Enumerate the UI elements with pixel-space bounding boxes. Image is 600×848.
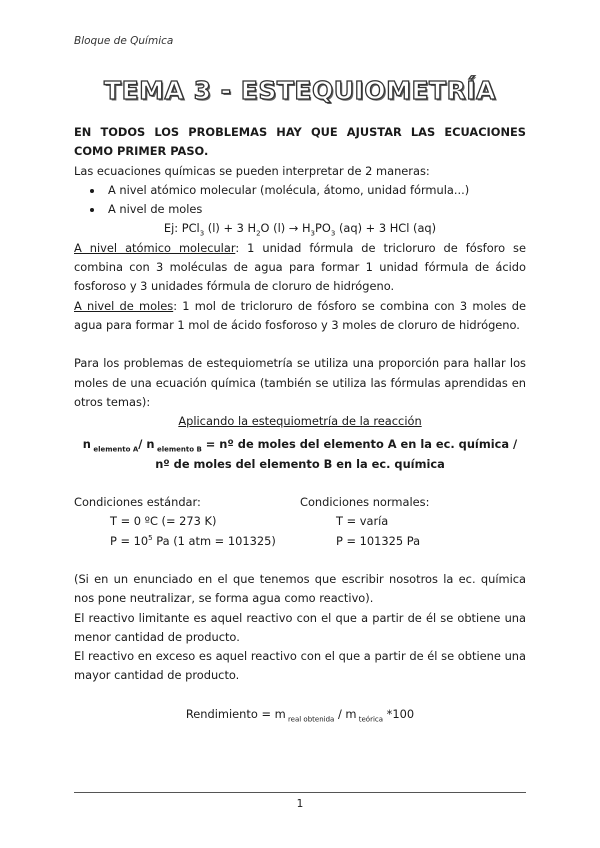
list-item: • A nivel atómico molecular (molécula, átomo, unidad fórmula...) [104, 181, 526, 200]
page-title: TEMA 3 - ESTEQUIOMETRÍA [104, 76, 496, 105]
list-item: • A nivel de moles [104, 200, 526, 219]
footer-divider [74, 792, 526, 793]
page-header: Bloque de Química [74, 35, 174, 47]
moles-level-label: A nivel de moles [74, 298, 174, 313]
applying-heading: Aplicando la estequiometría de la reacción [178, 414, 422, 429]
intro-bold-text: EN TODOS LOS PROBLEMAS HAY QUE AJUSTAR LAS ECUACIONES COMO PRIMER PASO. [74, 125, 526, 159]
neutralization-note: (Si en un enunciado en el que tenemos que escribir nosotros la ec. química nos pone neutralizar, se forma agua como reactivo). [74, 571, 526, 606]
normal-temperature: T = varía [336, 514, 389, 529]
standard-pressure: $P = 10^5$ Pa (1 atm = 101325) [110, 533, 276, 548]
atomic-level-label: A nivel atómico molecular [74, 240, 236, 255]
yield-formula: Rendimiento = m $_{real obtenida}$ / m $_{teórica}$ *100 [185, 706, 415, 723]
moles-level-paragraph: A nivel de moles: 1 mol de tricloruro de fósforo se combina con 3 moles de agua para formar 1 mol de ácido fosforoso y 3 moles de cloruro de hidrógeno. [74, 298, 526, 332]
intro-line: Las ecuaciones químicas se pueden interpretar de 2 maneras: [74, 163, 430, 178]
proportion-paragraph: Para los problemas de estequiometría se utiliza una proporción para hallar los moles de una ecuación química (también se utiliza las fórmulas aprendidas en otros temas): [74, 356, 526, 409]
stoichiometry-formula: n $_{elemento A}$/ n $_{elemento B}$ = nº de moles del elemento A en la ec. química / nº de moles del elemento B en la ec. química [82, 437, 518, 471]
normal-conditions [300, 493, 526, 551]
conditions-section [74, 493, 526, 551]
interpretation-list [74, 181, 526, 220]
standard-conditions-title: Condiciones estándar: [74, 495, 201, 510]
normal-conditions-title: Condiciones normales: [300, 495, 430, 510]
example-equation: Ej: PCl$_3$ (l) + 3 $H_2O$ $(l) \to H_3PO_3$ (aq) + 3 HCl (aq) [163, 221, 437, 238]
normal-pressure: P = 101325 Pa [336, 533, 421, 548]
standard-temperature: T = 0 ºC (= 273 K) [110, 514, 217, 529]
page-number: 1 [296, 798, 304, 810]
standard-conditions [74, 493, 300, 551]
excess-reagent-text: El reactivo en exceso es aquel reactivo con el que a partir de él se obtiene una mayor cantidad de producto. [74, 649, 526, 683]
limiting-reagent-text: El reactivo limitante es aquel reactivo con el que a partir de él se obtiene una menor cantidad de producto. [74, 610, 526, 644]
atomic-level-paragraph: A nivel atómico molecular: 1 unidad fórmula de tricloruro de fósforo se combina con 3 moléculas de agua para formar 1 unidad fórmula de ácido fosforoso y 3 unidades fórmula de cloruro de hidrógeno. [74, 240, 526, 294]
document-body [74, 123, 526, 724]
